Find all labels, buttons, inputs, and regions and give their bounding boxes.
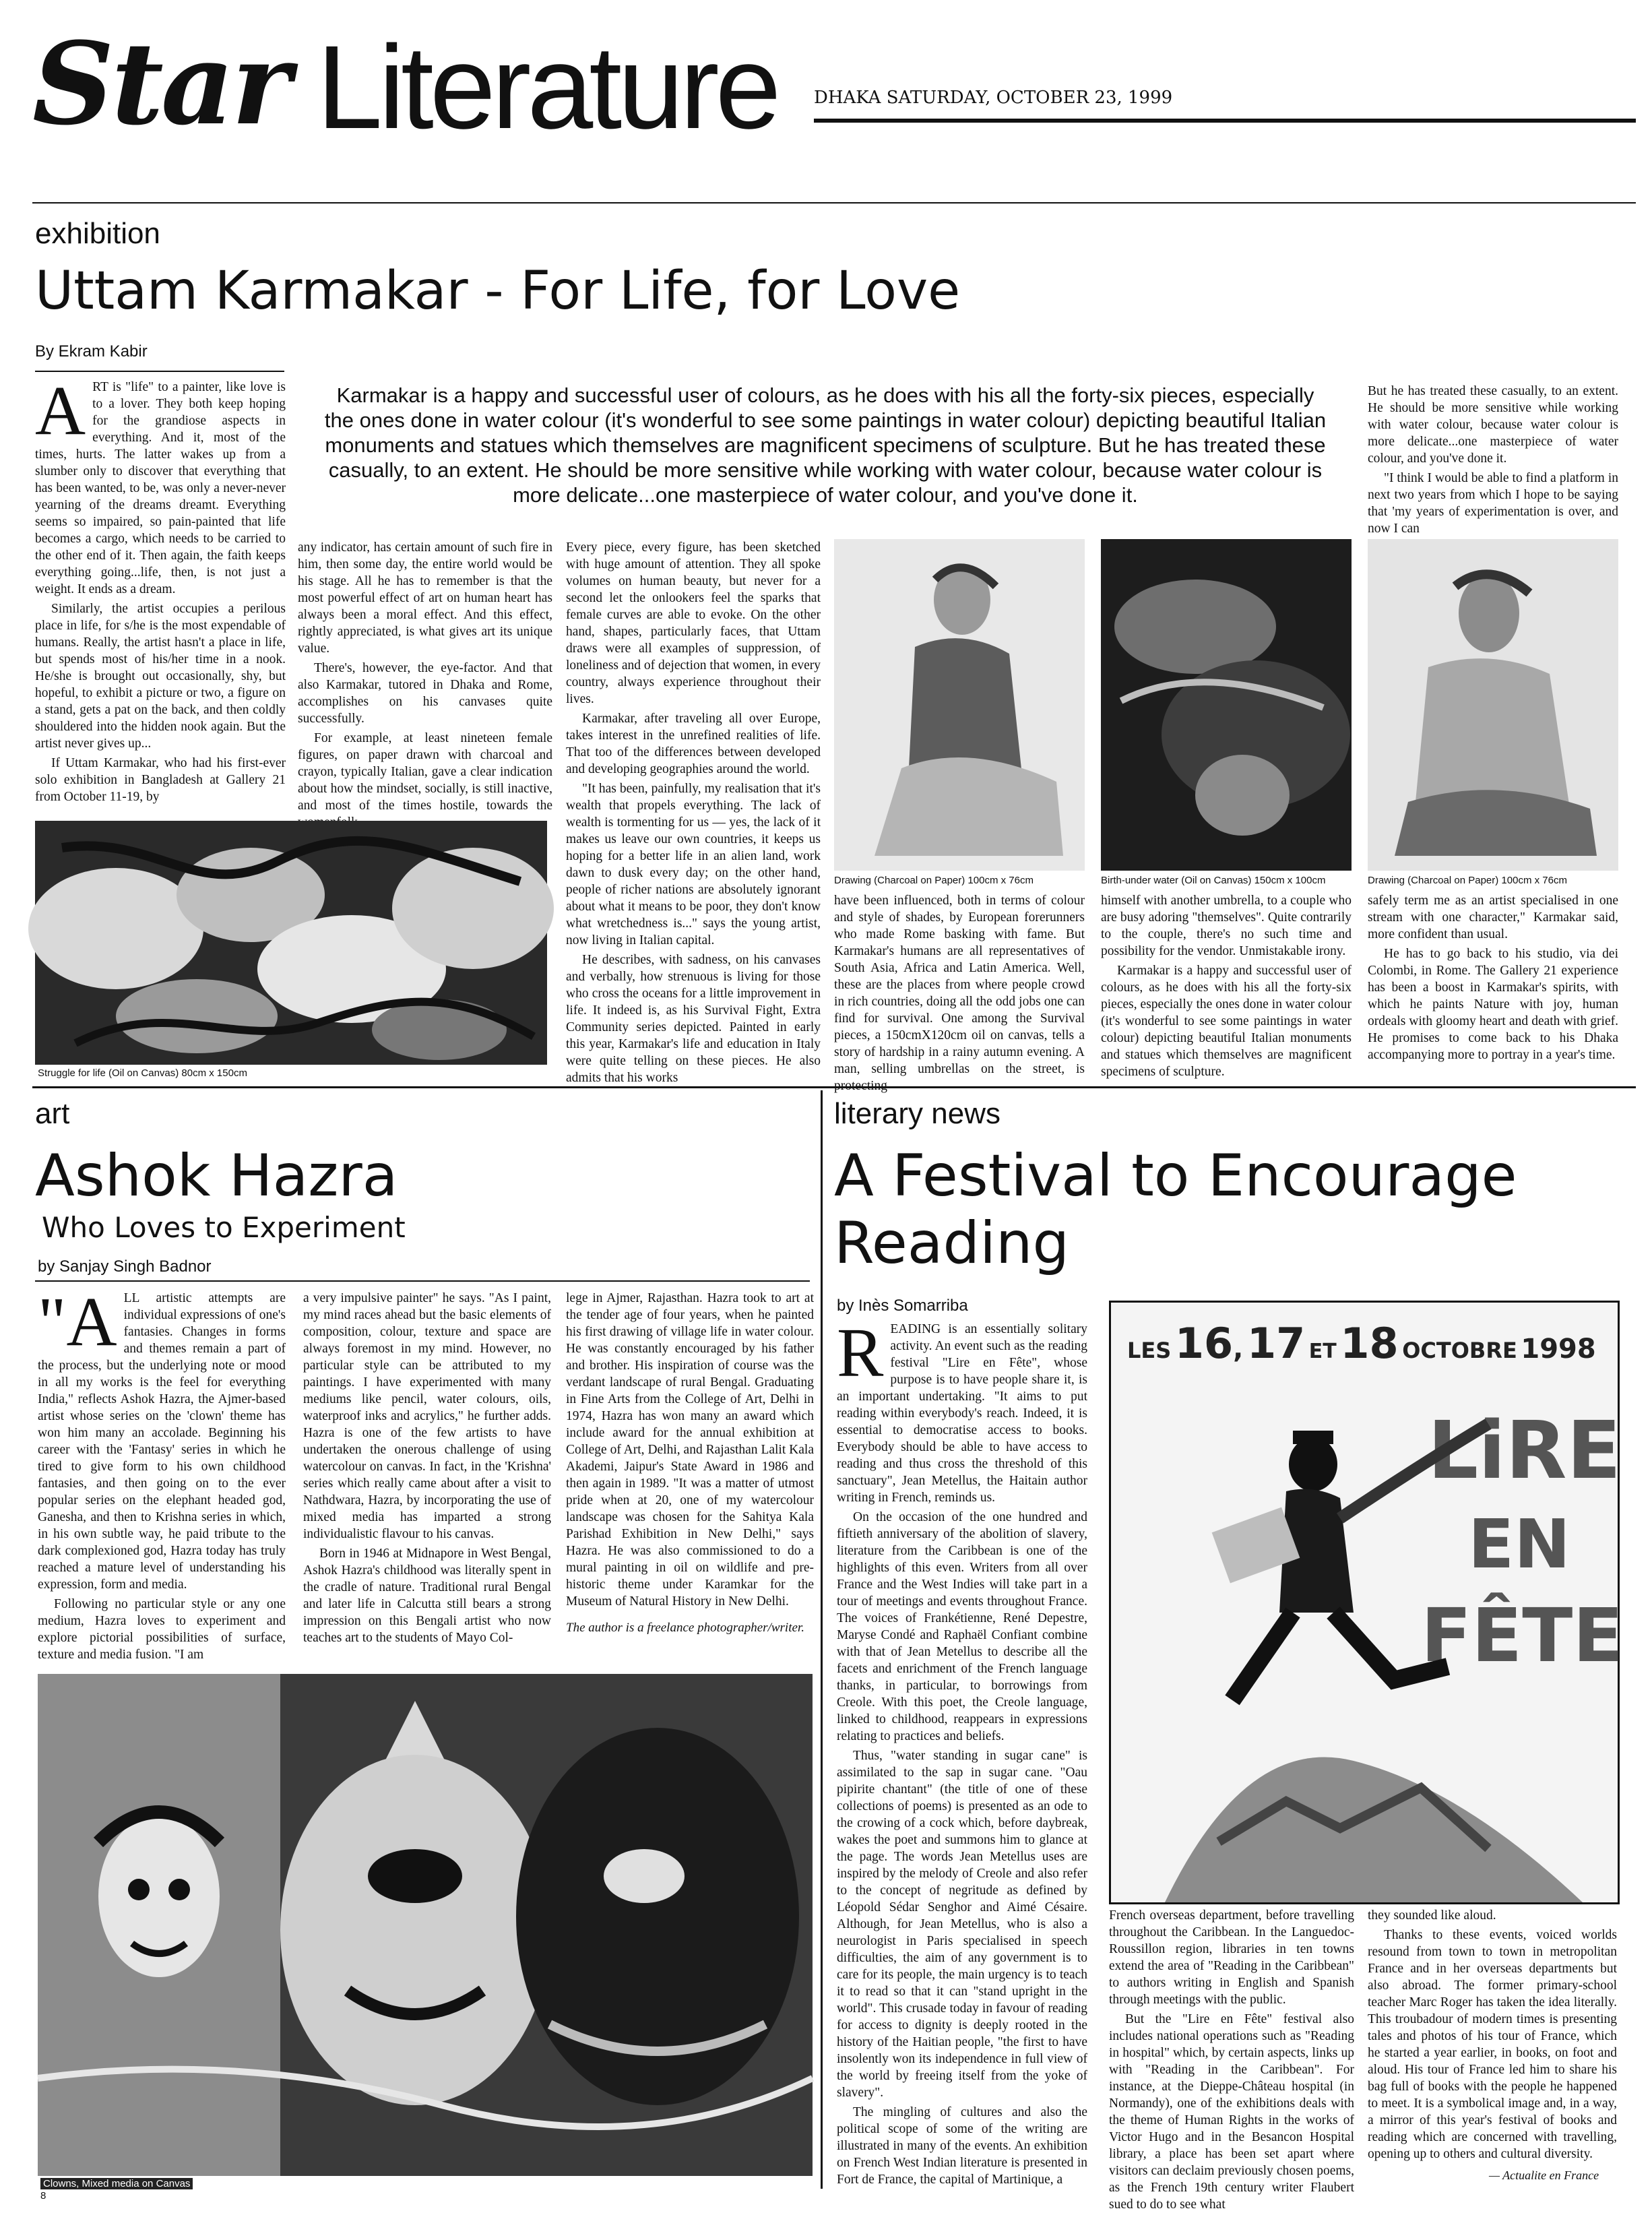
festival-column-2 bbox=[1109, 1907, 1354, 2212]
exhibition-paragraph: Similarly, the artist occupies a perilous place in life, for s/he is the most expendable of humans. Really, the artist hasn't a place in life, but spends most of his/her time in a nook. He/she is brought out occasionally, shy, but hopeful, to exhibit a picture or two, a figure on a stand, gets a pat on the back, and then coldly shouldered into the hidden nook again. But the artist never gives up... bbox=[35, 602, 286, 751]
exhibition-byline: By Ekram Kabir bbox=[35, 342, 148, 361]
lire-en-fete-poster bbox=[1109, 1301, 1624, 1904]
exhibition-column-4 bbox=[834, 892, 1085, 1081]
festival-paragraph: Thanks to these events, voiced worlds resound from town to town in metropolitan France and in her overseas departments but also abroad. The former primary-school teacher Marc Roger has taken the idea literally. This troubadour of modern times is presenting tales and photos of his tour of France, which he started a year earlier, in books, on foot and aloud. His tour of France led him to share his bag full of books with the people he happened to meet. It is a symbolical image and, in a way, a mirror of this year's festival of books and reading which are concerned with travelling, opening up to others and cultural diversity. bbox=[1368, 1928, 1617, 2161]
exhibition-paragraph: Karmakar, after traveling all over Europe, takes interest in the unrefined realities of life. That too of the differences between developed and developing geographies around the world. bbox=[566, 712, 821, 776]
section-divider-horizontal bbox=[32, 1086, 1636, 1088]
exhibition-paragraph: "I think I would be able to find a platform in next two years from which I hope to be saying that 'my years of experimentation is over, and now I can bbox=[1368, 471, 1618, 536]
art-byline: by Sanjay Singh Badnor bbox=[38, 1257, 212, 1276]
poster-month: OCTOBRE bbox=[1402, 1338, 1517, 1363]
festival-dropcap: R bbox=[837, 1314, 884, 1392]
festival-headline-line-2: Reading bbox=[834, 1210, 1070, 1277]
poster-et: ET bbox=[1308, 1340, 1337, 1363]
art-author-note: The author is a freelance photographer/writer. bbox=[566, 1621, 804, 1635]
art-headline: Ashok Hazra bbox=[35, 1142, 398, 1210]
festival-paragraph: French overseas department, before travelling throughout the Caribbean. In the Languedoc-Roussillon region, libraries in ten towns extend the area of "Reading in the Caribbean" to authors writing in English and Spanish through meetings with the public. bbox=[1109, 1908, 1354, 2007]
art-column-1 bbox=[38, 1283, 286, 1667]
exhibition-paragraph: If Uttam Karmakar, who had his first-ever solo exhibition in Bangladesh at Gallery 21 from October 11-19, by bbox=[35, 756, 286, 804]
festival-byline: by Inès Somarriba bbox=[837, 1297, 968, 1315]
exhibition-column-1 bbox=[35, 372, 286, 804]
literary-news-section-label: literary news bbox=[834, 1097, 1000, 1130]
exhibition-paragraph: There's, however, the eye-factor. And that also Karmakar, tutored in Dhaka and Rome, accomplishes on his canvases quite successfully. bbox=[298, 661, 552, 726]
exhibition-paragraph: himself with another umbrella, to a couple who are busy adoring "themselves". Quite contrarily to the couple, there's no such time and possibility for the vendor. Unmistakable irony. bbox=[1101, 894, 1352, 958]
art-subhead: Who Loves to Experiment bbox=[42, 1211, 406, 1244]
exhibition-column-2 bbox=[298, 539, 552, 813]
poster-lire: LiRE bbox=[1428, 1404, 1622, 1497]
birth-under-water-painting bbox=[1101, 539, 1352, 871]
dateline: DHAKA SATURDAY, OCTOBER 23, 1999 bbox=[814, 88, 1173, 108]
section-divider-vertical bbox=[821, 1090, 823, 2189]
poster-fete: FÊTE bbox=[1421, 1592, 1624, 1679]
exhibition-paragraph: any indicator, has certain amount of such fire in him, then some day, the entire world would be his stage. All he has to remember is that the most powerful effect of art on human heart has always been a moral effect. And this effect, rightly appreciated, is what gives art its unique value. bbox=[298, 540, 552, 656]
art-paragraph: a very impulsive painter" he says. "As I paint, my mind races ahead but the basic elements of composition, colour, texture and space are always foremost in my mind. However, no particular style can be attributed to my paintings. I have experimented with many mediums like pencil, water colours, oils, waterproof inks and acrylics," he further adds. Hazra is one of the few artists to have undertaken the onerous challenge of using watercolour on canvas. In fact, in the 'Krishna' series which really came about after a visit to Nathdwara, Hazra, by incorporating the use of mixed media has imparted a strong individualistic flavour to his canvas. bbox=[303, 1291, 551, 1541]
exhibition-paragraph: Karmakar is a happy and successful user of colours, as he does with his all the forty-six pieces, especially the ones done in water colour (it's wonderful to see some paintings in water colour) depicting beautiful Italian monuments and statues which themselves are magnificent specimens of sculpture. bbox=[1101, 964, 1352, 1079]
art-paragraph: lege in Ajmer, Rajasthan. Hazra took to art at the tender age of four years, when he painted his first drawing of village life in water colour. He was constantly encouraged by his father and brother. His inspiration of course was the verdant landscape of rural Bengal. Graduating in Fine Arts from the College of Art, Delhi in 1974, Hazra has won many an award which include award for the annual exhibition at College of Art, Delhi, and Rajasthan Lalit Kala Akademi, Jaipur's State Award in 1986 and then again in 1989. "It was a matter of utmost pride when at 20, one of my watercolour landscape was chosen for the Sahitya Kala Parishad Exhibition in New Delhi," says Hazra. He was also commissioned to do a mural painting in oil on wildlife and pre-historic theme under Karamkar for the Museum of Natural History in New Delhi. bbox=[566, 1291, 814, 1609]
poster-day-17: 17 bbox=[1246, 1319, 1306, 1368]
art-section-label: art bbox=[35, 1097, 70, 1130]
festival-paragraph: On the occasion of the one hundred and fiftieth anniversary of the abolition of slavery, literature from the Caribbean is one of the highlights of this even. Writers from all over France and the West Indies will take part in a tour of meetings and events throughout France. The voices of Frankétienne, René Depestre, Maryse Condé and Raphaël Confiant combine with that of Jean Metellus to describe all the facets and enrichment of the French language thanks, in particular, to borrowings from Creole. With this poet, the Creole language, linked to childhood, reappears in expressions relating to practices and beliefs. bbox=[837, 1510, 1087, 1743]
festival-paragraph: EADING is an essentially solitary activity. An event such as the reading festival "Lire en Fête", whose purpose is to have people share it, is an important undertaking. "It aims to put reading within everybody's reach. Indeed, it is essential to democratise access to books. Everybody should be able to have access to reading and thus cross the threshold of this sanctuary", Jean Metellus, the Haitain author writing in French, reminds us. bbox=[837, 1322, 1087, 1505]
masthead-rule bbox=[814, 119, 1636, 123]
drawing-charcoal-1 bbox=[834, 539, 1085, 871]
exhibition-paragraph: He has to go back to his studio, via dei Colombi, in Rome. The Gallery 21 experience has been a boost in Karmakar's spirits, with which he paints Nature with joy, human ordeals with gloomy heart and death with grief. He promises to come back to his Dhaka accompanying more to portray in a year's time. bbox=[1368, 947, 1618, 1062]
art-byline-rule bbox=[35, 1280, 810, 1282]
festival-column-3 bbox=[1368, 1907, 1617, 2163]
festival-paragraph: they sounded like aloud. bbox=[1368, 1908, 1496, 1923]
exhibition-paragraph: But he has treated these casually, to an extent. He should be more sensitive while working with water colour, because water colour is more delicate...one masterpiece of water colour, and you've done it. bbox=[1368, 384, 1618, 466]
poster-date-line: LES 16, 17 ET 18 OCTOBRE 1998 bbox=[1127, 1319, 1596, 1368]
page-number: 8 bbox=[40, 2190, 46, 2202]
exhibition-paragraph: have been influenced, both in terms of colour and style of shades, by European forerunners who made Rome basking with fame. But Karmakar's humans are all representatives of South Asia, Africa and Latin America. Well, these are the places from where people crowd in rich countries, doing all the odd jobs one can find for survival. One among the Survival pieces, a 150cmX120cm oil on canvas, tells a story of hardship in a rainy autumn evening. A man, selling umbrellas on the street, is bbox=[834, 894, 1085, 1076]
exhibition-paragraph: Every piece, every figure, has been sketched with huge amount of attention. They all spoke volumes on human beauty, but never for a second let the onlookers feel the sparks that female curves are able to evoke. On the other hand, shapes, particularly faces, that Uttam draws were all examples of suppression, of loneliness and of dejection that women, in every country, always experience throughout their lives. bbox=[566, 540, 821, 706]
poster-year: 1998 bbox=[1521, 1334, 1596, 1365]
exhibition-paragraph: RT is "life" to a painter, like love is to a lover. They both keep hoping for the grandiose aspects in everything. And it, most of the times, hurts. The latter wakes up from a slumber only to discover that everything that has been wanted, to be, was only a never-never yearning of the dreams dreamt. Everything seems so impaired, so pain-painted that life becomes a cargo, which needs to be carried to the other end of it. Then again, the faith keeps everything going...life, then, is not just a weight. It ends as a dream. bbox=[35, 380, 286, 596]
poster-reader-illustration bbox=[1111, 1383, 1618, 1902]
masthead-brand: Star bbox=[32, 17, 289, 150]
art-paragraph: Following no particular style or any one medium, Hazra loves to experiment and explore pictorial possibilities of surface, texture and media fusion. "I am bbox=[38, 1597, 286, 1662]
festival-headline-line-1: A Festival to Encourage bbox=[834, 1142, 1517, 1210]
poster-en: EN bbox=[1468, 1505, 1571, 1584]
festival-paragraph: The mingling of cultures and also the political scope of some of the writing are illustrated in many of the events. An exhibition on French West Indian literature is presented in Fort de France, the capital of Martinique, a bbox=[837, 2105, 1087, 2187]
art-column-3 bbox=[566, 1290, 814, 1667]
exhibition-section-label: exhibition bbox=[35, 217, 160, 250]
poster-les: LES bbox=[1127, 1338, 1172, 1363]
exhibition-headline: Uttam Karmakar - For Life, for Love bbox=[35, 261, 961, 321]
exhibition-paragraph: He describes, with sadness, on his canvases and verbally, how strenuous is living for those who cross the oceans for a little improvement in life. It indeed is, as his Survival Fight, Extra Community series depicted. Painted in early this year, Karmakar's life and education in Italy were quite telling on these pieces. He also admits that his works bbox=[566, 953, 821, 1085]
exhibition-pull-quote: Karmakar is a happy and successful user of colours, as he does with his all the forty-six pieces, especially the ones done in water colour (it's wonderful to see some paintings in water colour) depicting beautiful Italian monuments and statues which themselves are magnificent specimens of sculpture. But he has treated these casually, to an extent. He should be more sensitive while working with water colour, because water colour is more delicate...one masterpiece of water colour, and you've done it. bbox=[324, 383, 1327, 507]
exhibition-column-6 bbox=[1368, 892, 1618, 1081]
exhibition-dropcap: A bbox=[35, 372, 86, 449]
drawing-1-caption: Drawing (Charcoal on Paper) 100cm x 76cm bbox=[834, 875, 1034, 886]
exhibition-column-5 bbox=[1101, 892, 1352, 1081]
festival-column-1 bbox=[837, 1314, 1087, 2187]
art-column-2 bbox=[303, 1290, 551, 1667]
struggle-for-life-caption: Struggle for life (Oil on Canvas) 80cm x 150cm bbox=[38, 1067, 247, 1079]
drawing-charcoal-2 bbox=[1368, 539, 1618, 871]
art-paragraph: LL artistic attempts are individual expressions of one's fantasies. Changes in forms and themes remain a part of the process, but the underlying note or mood in all my works is the feel for everything India," reflects Ashok Hazra, the Ajmer-based artist whose series on the 'clown' theme has won him many an accolade. Beginning his career with the 'Fantasy' series in which he tired to give form to his own childhood fantasies, and then going on to the ever popular series on the elephant headed god, Ganesha, and then to Krishna series in which, in his own subtle way, he paid tribute to the dark complexioned god, Hazra today has truly reached a mature level of understanding his expression, form and media. bbox=[38, 1291, 286, 1592]
drawing-2-caption: Drawing (Charcoal on Paper) 100cm x 76cm bbox=[1368, 875, 1567, 886]
poster-day-16: 16 bbox=[1174, 1319, 1234, 1368]
clowns-painting bbox=[38, 1674, 813, 2176]
birth-under-water-caption: Birth-under water (Oil on Canvas) 150cm x 100cm bbox=[1101, 875, 1326, 886]
struggle-for-life-painting bbox=[35, 821, 547, 1065]
exhibition-column-3 bbox=[566, 539, 821, 1085]
poster-day-18: 18 bbox=[1340, 1319, 1399, 1368]
festival-source-signature: — Actualite en France bbox=[1489, 2169, 1599, 2182]
masthead-section-title: Literature bbox=[317, 22, 777, 154]
art-dropcap: "A bbox=[38, 1283, 117, 1361]
exhibition-column-right-top bbox=[1368, 383, 1618, 536]
festival-paragraph: Thus, "water standing in sugar cane" is assimilated to the sap in sugar cane. "Oau pipirite chantant" (the title of one of these collections of poems) is presented as an ode to the crowing of a cock which, before daybreak, wakes the poet and summons him to glance at the page. The words Jean Metellus uses are inspired by the melody of Creole and also refer to the concept of negritude as defined by Léopold Sédar Senghor and Aimé Césaire. Although, for Jean Metellus, who is also a neurologist in Paris specialised in speech difficulties, the aim of any government is to care for its people, the main urgency is to teach it to read so that it can "stand upright in the world". This crusade today in favour of reading for access to dignity is deeply rooted in the history of the Haitian people, "the first to have insolently won its independence in full view of the world by freeing itself from the yoke of slavery". bbox=[837, 1749, 1087, 2100]
clowns-caption: Clowns, Mixed media on Canvas bbox=[40, 2178, 193, 2189]
exhibition-paragraph: For example, at least nineteen female figures, on paper drawn with charcoal and crayon, typically Italian, gave a clear indication about how the mindset, socially, is still inactive, and most of the times hostile, towards the bbox=[298, 731, 552, 813]
exhibition-paragraph: safely term me as an artist specialised in one stream with one character," Karmakar said, more confident than usual. bbox=[1368, 894, 1618, 941]
masthead-underline bbox=[32, 202, 1636, 204]
festival-paragraph: But the "Lire en Fête" festival also includes national operations such as "Reading in hospital" which, by certain aspects, links up with "Reading in the Caribbean". For instance, at the Dieppe-Château hospital (in Normandy), one of the exhibitions deals with the theme of Human Rights in the works of Victor Hugo and in the Besancon Hospital library, a place has been set apart where visitors can declaim previously chosen poems, as the French 19th century writer Flaubert sued to do to see what bbox=[1109, 2012, 1354, 2212]
art-paragraph: Born in 1946 at Midnapore in West Bengal, Ashok Hazra's childhood was literally spent in the cradle of nature. Traditional rural Bengal and later life in Calcutta still bears a strong impression on this Bengali artist who now teaches art to the students of Mayo Col- bbox=[303, 1547, 551, 1645]
exhibition-paragraph: "It has been, painfully, my realisation that it's wealth that propels everything. The lack of wealth is tormenting for us — yes, the lack of it makes us leave our own countries, it keeps us hoping for a better life in an alien land, work dawn to dusk every day; on the other hand, people of richer nations are absolutely ignorant about what it means to be poor, they don't know what wretchedness is..." says the young artist, now living in Italian capital. bbox=[566, 782, 821, 947]
